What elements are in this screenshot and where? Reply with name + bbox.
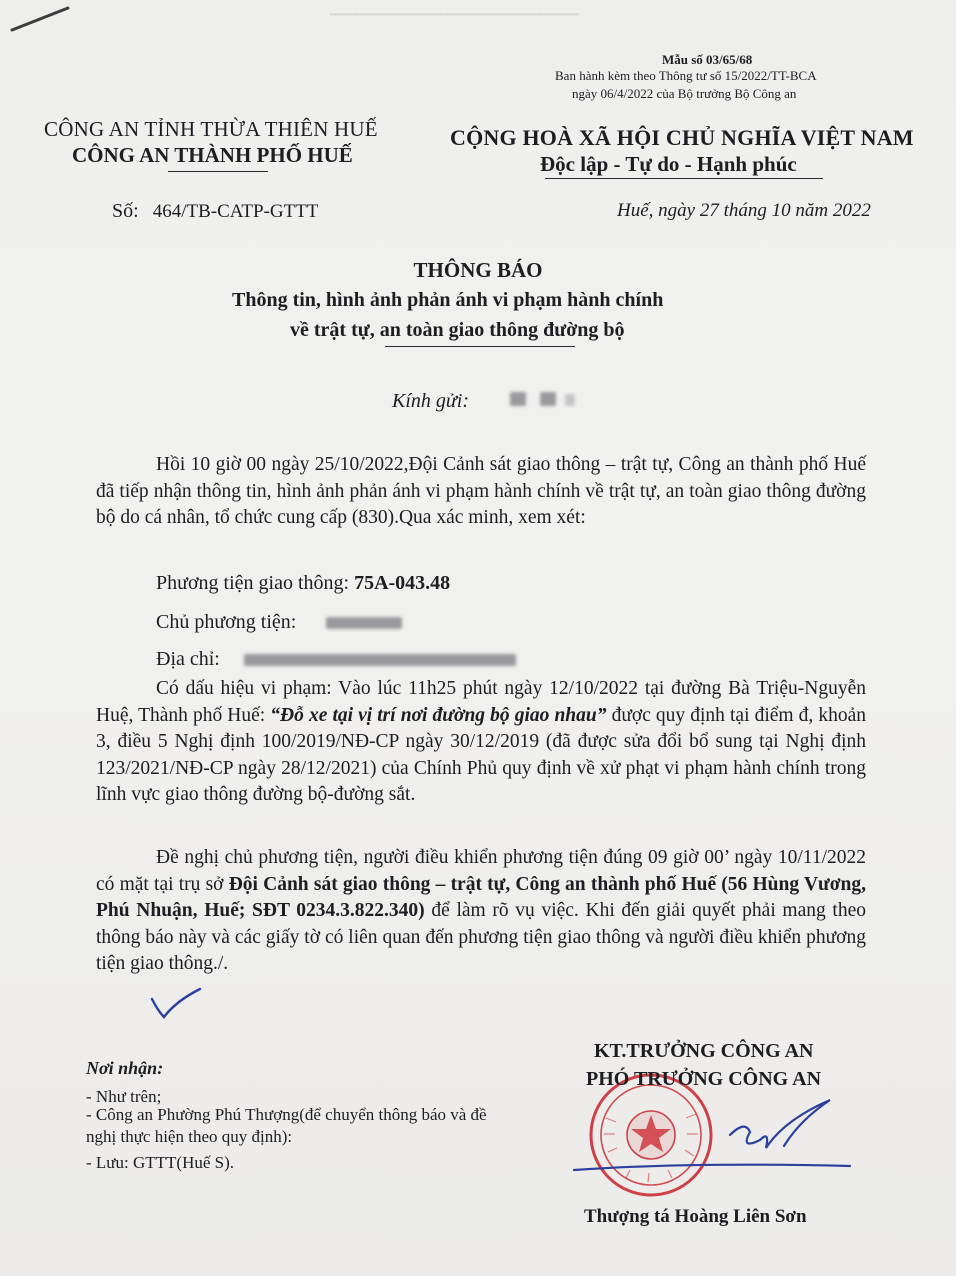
paragraph-request [96,845,866,978]
request-text: Đề nghị chủ phương tiện, người điều khiển phương tiện đúng 09 giờ 00’ ngày 10/11/2022 có mặt tại trụ sở [96,847,866,895]
pen-mark-decoration [10,4,80,34]
recipients-heading: Nơi nhận: [86,1058,164,1078]
recipient-item: - Công an Phường Phú Thượng(để chuyển thông báo và đề nghị thực hiện theo quy định): [86,1105,487,1146]
owner-line [156,611,296,634]
document-subtitle-1: Thông tin, hình ảnh phản ánh vi phạm hành chính [232,289,664,311]
violation-quote: “Đỗ xe tại vị trí nơi đường bộ giao nhau” [270,704,607,726]
agency-parent: CÔNG AN TỈNH THỪA THIÊN HUẾ [44,117,378,141]
redacted-recipient [510,392,526,406]
signer-name: Thượng tá Hoàng Liên Sơn [584,1206,807,1227]
form-issued-line-2: ngày 06/4/2022 của Bộ trưởng Bộ Công an [572,86,797,101]
form-number: Mẫu số 03/65/68 [662,52,753,67]
document-number-value: 464/TB-CATP-GTTT [152,201,319,222]
agency-underline [168,171,268,172]
address-label: Địa chỉ: [156,648,220,670]
signature-title-line-1: KT.TRƯỞNG CÔNG AN [594,1040,814,1062]
document-number [112,200,318,223]
redacted-recipient [540,392,556,406]
recipient-label: Kính gửi: [392,390,470,412]
redacted-recipient [565,394,575,406]
redacted-address [244,654,516,666]
vehicle-line [156,572,450,595]
violation-text: Có dấu hiệu vi phạm: Vào lúc 11h25 phút ngày 12/10/2022 tại đường Bà Triệu-Nguyễn Huệ, Thành phố Huế: [96,678,866,726]
request-instructions: để làm rõ vụ việc. Khi đến giải quyết phải mang theo thông báo này và các giấy tờ có liên quan đến phương tiện giao thông và người điều khiển phương tiện giao thông./. [96,900,866,974]
recipient-item: - Lưu: GTTT(Huế S). [86,1153,235,1172]
signature-title-line-2: PHÓ TRƯỞNG CÔNG AN [586,1068,822,1090]
form-issued-line-1: Ban hành kèm theo Thông tư số 15/2022/TT-BCA [555,68,817,83]
subtitle-underline [385,346,575,347]
request-office: Đội Cảnh sát giao thông – trật tự, Công an thành phố Huế (56 Hùng Vương, Phú Nhuận, Huế; SĐT 0234.3.822.340) [96,873,866,921]
document-title: THÔNG BÁO [413,258,543,282]
agency-name: CÔNG AN THÀNH PHỐ HUẾ [72,143,353,167]
document-subtitle-2: về trật tự, an toàn giao thông đường bộ [290,319,625,341]
recipient-item: - Như trên; [86,1087,162,1106]
violation-legal-basis: được quy định tại điểm đ, khoản 3, điều 5 Nghị định 100/2019/NĐ-CP ngày 30/12/2019 (đã được sửa đổi bổ sung tại Nghị định 123/2021/NĐ-CP ngày 28/12/2021) của Chính Phủ quy định về xử phạt vi phạm hành chính trong lĩnh vực giao thông đường bộ-đường sắt. [96,704,866,805]
paragraph-intro: Hồi 10 giờ 00 ngày 25/10/2022,Đội Cảnh sát giao thông – trật tự, Công an thành phố Huế đã tiếp nhận thông tin, hình ảnh phản ánh vi phạm hành chính về trật tự, an toàn giao thông đường bộ do cá nhân, tổ chức cung cấp (830).Qua xác minh, xem xét: [96,454,866,528]
document-date: Huế, ngày 27 tháng 10 năm 2022 [617,200,871,221]
vehicle-plate: 75A-043.48 [354,572,451,594]
motto-underline [545,178,823,179]
handwritten-signature [570,1080,870,1190]
check-mark-icon [148,985,208,1021]
paragraph-violation [96,676,866,809]
document-number-label: Số: [112,200,139,222]
national-motto: Độc lập - Tự do - Hạnh phúc [540,152,797,176]
address-line [156,648,220,671]
vehicle-label: Phương tiện giao thông: [156,572,350,594]
nation-title: CỘNG HOÀ XÃ HỘI CHỦ NGHĨA VIỆT NAM [450,125,914,150]
bleed-through-decoration: ▔▔▔▔▔▔▔▔▔▔▔▔▔▔▔▔▔▔▔ [330,14,579,33]
redacted-owner [326,617,402,629]
owner-label: Chủ phương tiện: [156,611,297,633]
